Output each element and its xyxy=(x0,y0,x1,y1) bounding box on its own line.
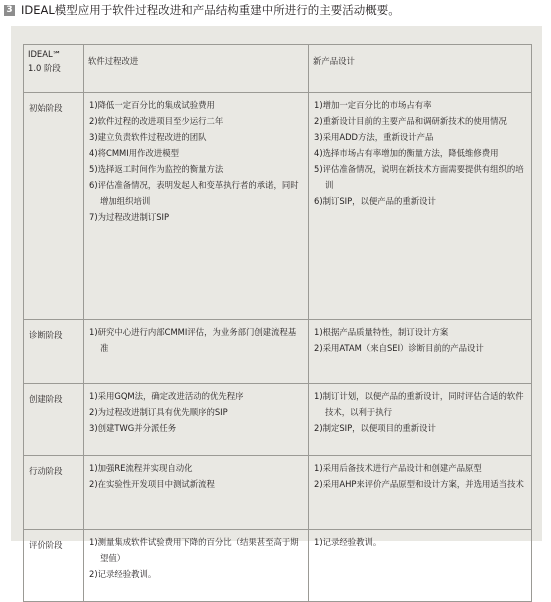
stage-cell: 初始阶段 xyxy=(24,93,84,320)
list-item: 5)评估准备情况，说明在新技术方面需要提供有组织的培训 xyxy=(314,164,524,190)
software-cell xyxy=(84,456,309,530)
list-item: 1)增加一定百分比的市场占有率 xyxy=(314,100,432,110)
stage-cell: 评价阶段 xyxy=(24,530,84,602)
list-item: 4)将CMMI用作改进模型 xyxy=(89,148,179,158)
stage-cell: 行动阶段 xyxy=(24,456,84,530)
header-new-product: 新产品设计 xyxy=(309,45,532,93)
header-software-process: 软件过程改进 xyxy=(84,45,309,93)
list-item: 7)为过程改进制订SIP xyxy=(89,212,170,222)
list-item: 2)制定SIP，以便项目的重新设计 xyxy=(314,423,436,433)
table-panel xyxy=(11,26,542,579)
table-row xyxy=(24,320,532,384)
list-item: 1)测量集成软件试验费用下降的百分比（结果甚至高于期望值） xyxy=(89,537,299,563)
list-item: 1)制订计划，以便产品的重新设计，同时评估合适的软件技术，以利于执行 xyxy=(314,391,524,417)
list-item: 2)为过程改进制订具有优先顺序的SIP xyxy=(89,407,228,417)
software-cell xyxy=(84,93,309,320)
software-cell xyxy=(84,530,309,602)
list-item: 1)加强RE流程并实现自动化 xyxy=(89,463,193,473)
list-item: 2)在实验性开发项目中测试新流程 xyxy=(89,479,215,489)
new-product-cell xyxy=(309,384,532,456)
table-row xyxy=(24,384,532,456)
figure-caption xyxy=(4,2,400,18)
list-item: 3)采用ADD方法，重新设计产品 xyxy=(314,132,434,142)
list-item: 1)采用GQM法，确定改进活动的优先程序 xyxy=(89,391,244,401)
list-item: 6)评估准备情况，表明发起人和变革执行者的承诺，同时增加组织培训 xyxy=(89,180,299,206)
list-item: 2)采用ATAM（来自SEI）诊断目前的产品设计 xyxy=(314,343,484,353)
table-row xyxy=(24,530,532,602)
list-item: 2)软件过程的改进项目至少运行二年 xyxy=(89,116,224,126)
header-stage xyxy=(24,45,84,93)
new-product-cell xyxy=(309,320,532,384)
table-row xyxy=(24,456,532,530)
list-item: 6)制订SIP，以便产品的重新设计 xyxy=(314,196,436,206)
software-cell xyxy=(84,320,309,384)
list-item: 4)选择市场占有率增加的衡量方法，降低维修费用 xyxy=(314,148,499,158)
new-product-cell xyxy=(309,456,532,530)
list-item: 5)选择返工时间作为监控的衡量方法 xyxy=(89,164,224,174)
list-item: 3)建立负责软件过程改进的团队 xyxy=(89,132,207,142)
list-item: 3)创建TWG并分派任务 xyxy=(89,423,177,433)
ideal-activities-table xyxy=(23,44,532,602)
header-row xyxy=(24,45,532,93)
figure-number-badge: 3 xyxy=(4,5,15,16)
stage-cell: 创建阶段 xyxy=(24,384,84,456)
list-item: 1)记录经验教训。 xyxy=(314,537,382,547)
list-item: 2)记录经验教训。 xyxy=(89,569,157,579)
software-cell xyxy=(84,384,309,456)
list-item: 2)重新设计目前的主要产品和调研新技术的使用情况 xyxy=(314,116,507,126)
header-stage-line1: IDEAL℠ xyxy=(28,49,62,59)
list-item: 1)根据产品质量特性，制订设计方案 xyxy=(314,327,449,337)
figure-caption-text: IDEAL模型应用于软件过程改进和产品结构重建中所进行的主要活动概要。 xyxy=(21,3,400,17)
new-product-cell xyxy=(309,93,532,320)
list-item: 1)降低一定百分比的集成试验费用 xyxy=(89,100,215,110)
stage-cell: 诊断阶段 xyxy=(24,320,84,384)
list-item: 1)采用后备技术进行产品设计和创建产品原型 xyxy=(314,463,482,473)
new-product-cell xyxy=(309,530,532,602)
header-stage-line2: 1.0 阶段 xyxy=(28,63,61,73)
table-row xyxy=(24,93,532,320)
list-item: 2)采用AHP来评价产品原型和设计方案，并选用适当技术 xyxy=(314,479,524,489)
list-item: 1)研究中心进行内部CMMI评估，为业务部门创建流程基准 xyxy=(89,327,297,353)
